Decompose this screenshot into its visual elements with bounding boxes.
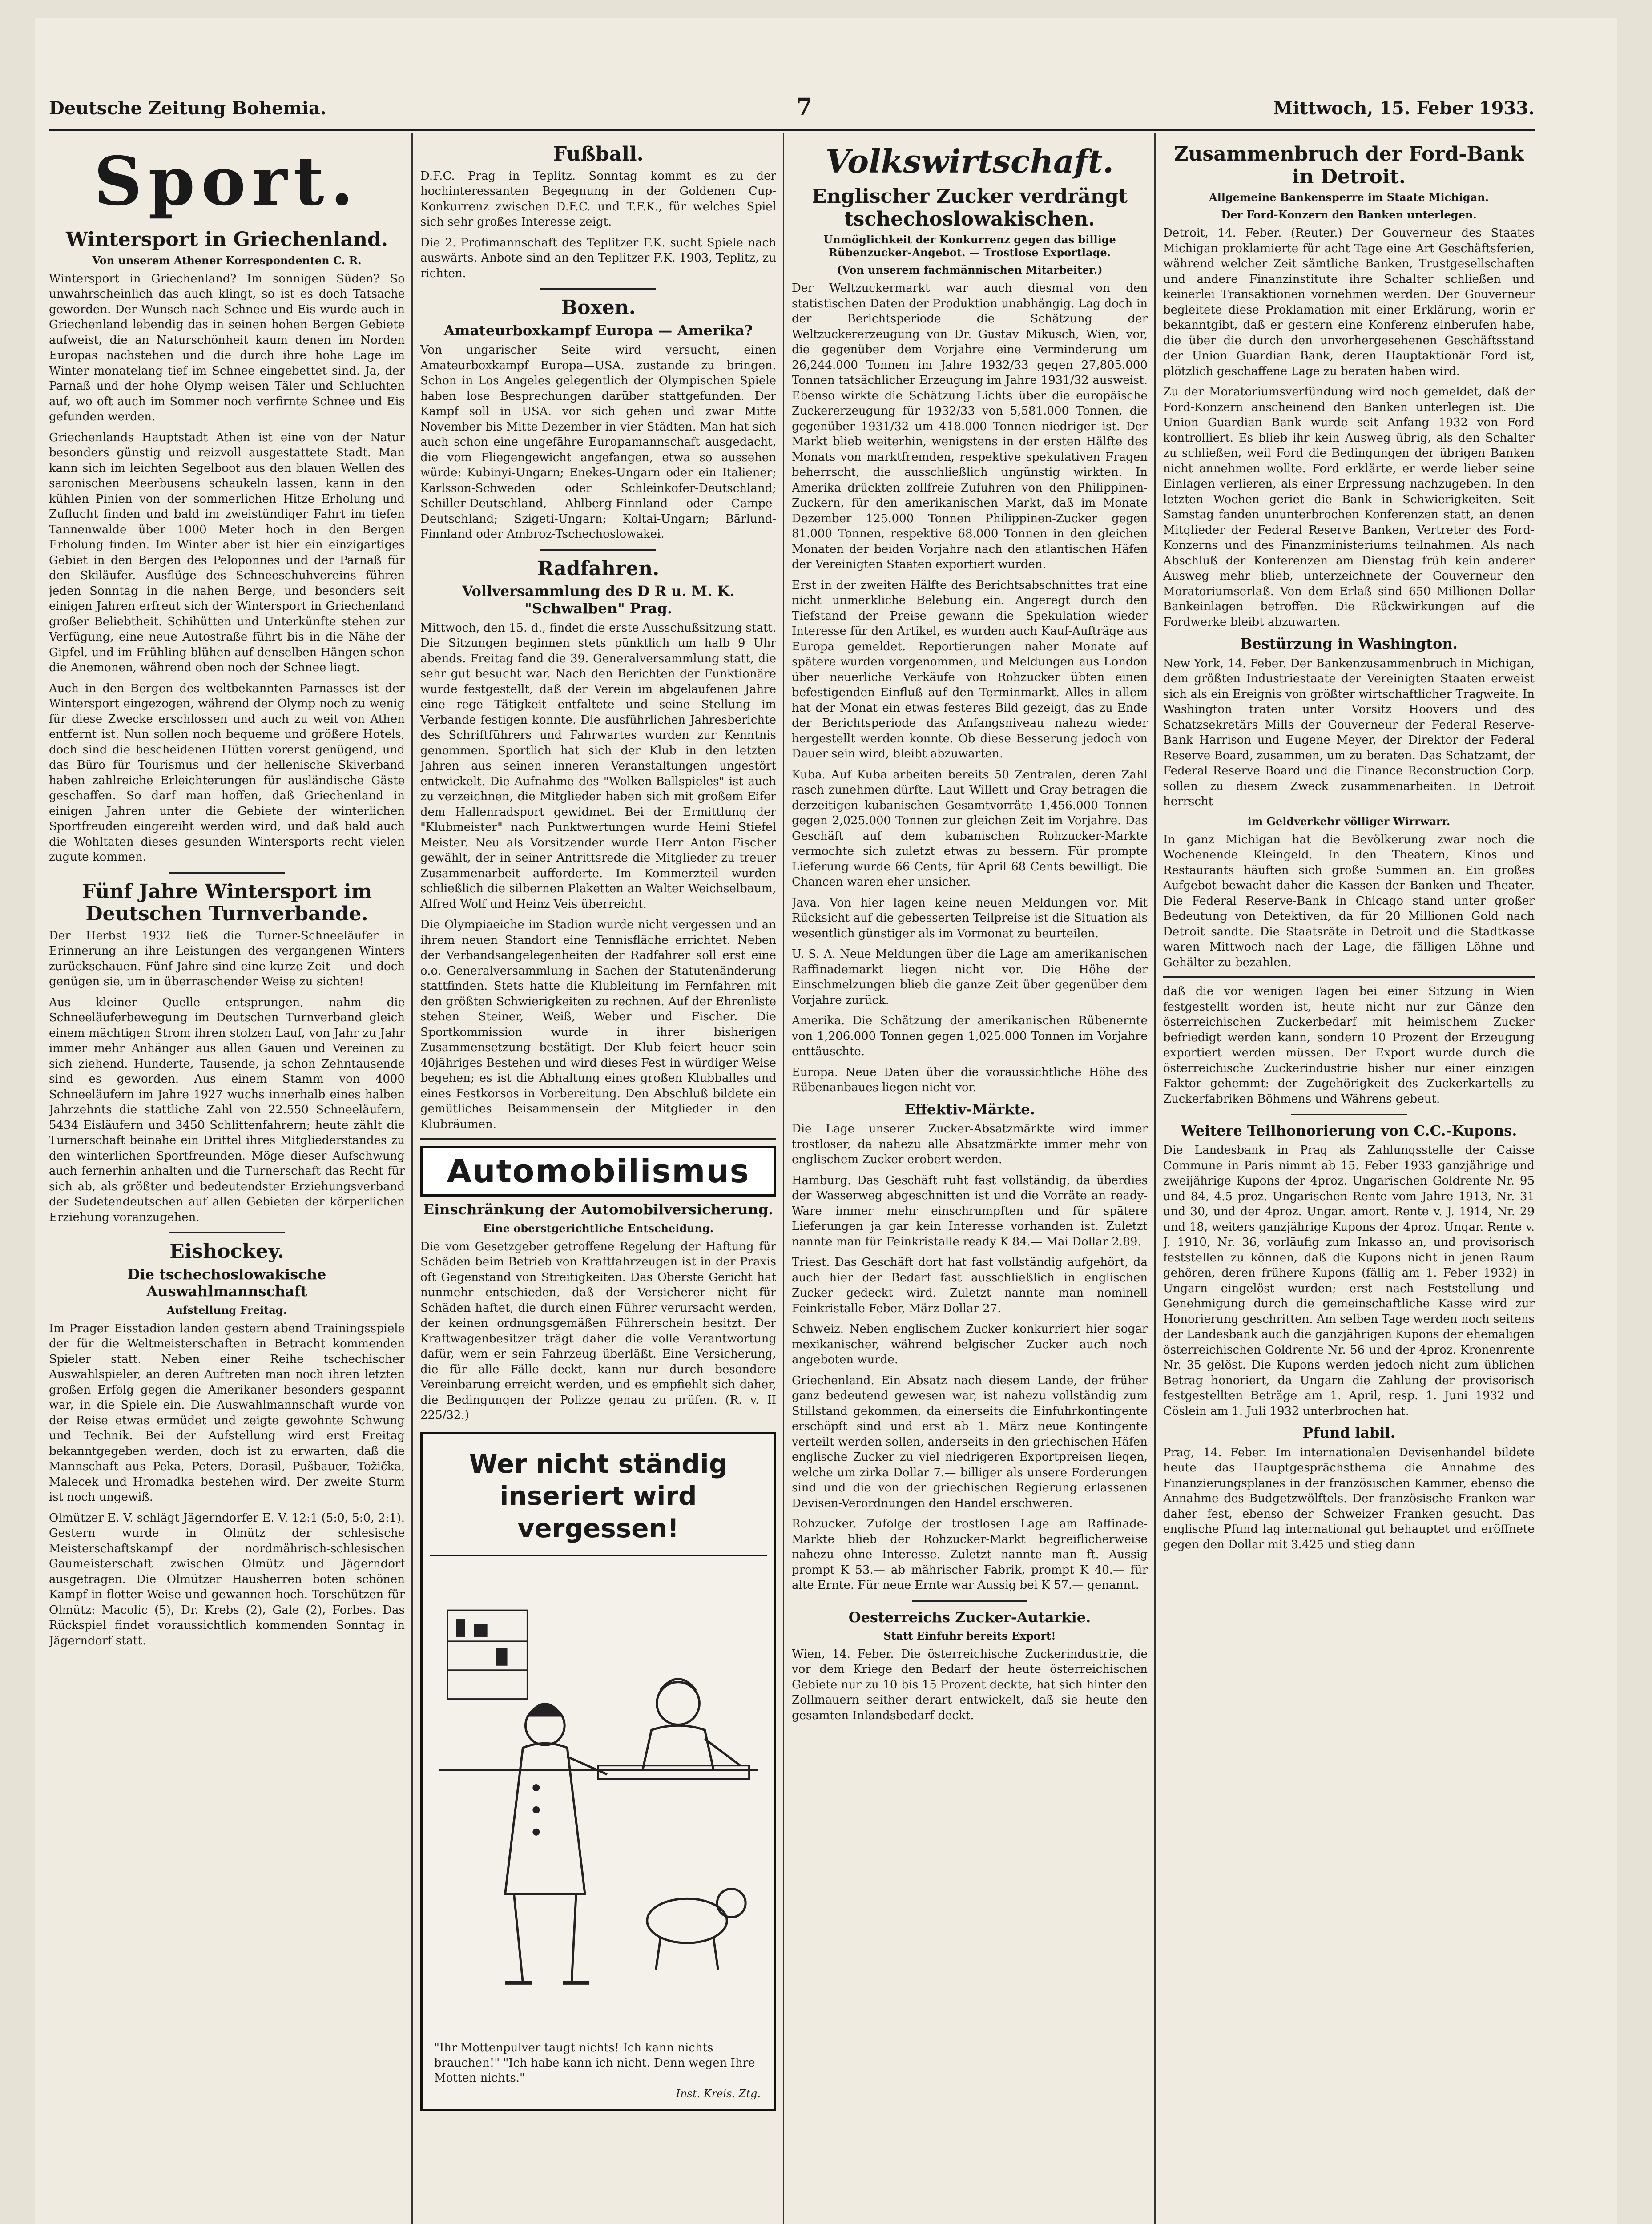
article-subheading: Unmöglichkeit der Konkurrenz gegen das billige Rübenzucker-Angebot. — Trostlose Exportlage. [823, 233, 1116, 259]
article-subheading: Eine oberstgerichtliche Entscheidung. [483, 1221, 714, 1235]
article-paragraph: In ganz Michigan hat die Bevölkerung zwar noch die Wochenende Kleingeld. In den Theatern, Kinos und Restaurants häuften sich große Summen an. Ein großes Aufgebot bewacht daher die Kassen der Banken und Theater. Die Federal Reserve-Bank in Chicago stand unter großer Bedeutung von Detektiven, da für 20 Millionen Gold nach Detroit sandte. Die Staatsräte in Detroit und die Stadtkasse waren Mittwoch nach der Lage, die fälligen Löhne und Gehälter zu bezahlen. [1163, 833, 1535, 969]
article-title: Fußball. [553, 143, 644, 165]
article-title: Zusammenbruch der Ford-Bank in Detroit. [1174, 143, 1524, 188]
article-title: Oesterreichs Zucker-Autarkie. [848, 1608, 1091, 1626]
ad-cartoon-drawing [430, 1556, 767, 2037]
article-paragraph: Die Lage unserer Zucker-Absatzmärkte wird immer trostloser, da nahezu alle Absatzmärkte immer mehr von englischem Zucker erobert werden. [792, 1122, 1148, 1167]
section-title-volkswirtschaft: Volkswirtschaft. [825, 142, 1114, 180]
article-paragraph: Amerika. Die Schätzung der amerikanischen Rübenernte von 1,206.000 Tonnen gegen 1,025.000 Tonnen im Vorjahre enttäuschte. [792, 1014, 1148, 1059]
article-paragraph: Der Herbst 1932 ließ die Turner-Schneeläufer in Erinnerung an ihre Leistungen des vergangenen Winters zurückschauen. Fünf Jahre sind eine kurze Zeit — und doch genügen sie, um in überraschender Weise zu sichten! [49, 929, 405, 989]
article-paragraph: Erst in der zweiten Hälfte des Berichtsabschnittes trat eine nicht unmerkliche Belebung ein. Angeregt durch den Tiefstand der Preise gewann die Spekulation wieder Interesse für den Artikel, es wurden auch Kauf-Aufträge aus Europa gemeldet. Reportierungen naher Monate auf spätere wurden vorgenommen, und Meldungen aus London über neuerliche Verkäufe von Rohzucker übten einen befestigenden Einfluß auf den Terminmarkt. Alles in allem hat der Monat ein etwas festeres Bild gezeigt, das zu Ende der Berichtsperiode das Anfangsniveau nahezu wieder hergestellt werden konnte. Ob diese Besserung jedoch von Dauer sein wird, bleibt abzuwarten. [792, 578, 1148, 761]
ad-signature: Inst. Kreis. Ztg. [676, 2087, 761, 2100]
column-volkswirtschaft [792, 138, 1148, 2224]
ad-headline: Wer nicht ständig inseriert wird vergessen! [430, 1442, 767, 1557]
article-paragraph: Die Landesbank in Prag als Zahlungsstelle der Caisse Commune in Paris nimmt ab 15. Feber 1933 ganzjährige und zweijährige Kupons der 4proz. Ungarischen Goldrente Nr. 95 und 84, 4.5 proz. Ungarischen Rente vom Jahre 1913, Nr. 31 und 30, und der 4proz. Ungar. amort. Rente v. J. 1914, Nr. 29 und 18, weiters ganzjährige Kupons der 4proz. Ungar. Rente v. J. 1910, Nr. 36, vorläufig zum Inkasso an, und provisorisch feststellen zu können, daß die Kupons nicht in jenen Raum gehören, deren frühere Kupons (fällig am 1. Feber 1932) in Ungarn eingelöst wurden; erst nach Feststellung und Genehmigung durch die gemeinschaftliche Kasse wird zur Honorierung geschritten. Am selben Tage werden noch seitens der Landesbank auch die ganzjährigen Kupons der ehemaligen österreichischen Goldrente Nr. 56 und der 4proz. Kronenrente Nr. 35 gelöst. Die Kupons werden jedoch nicht zum üblichen Betrag honoriert, da Ungarn die Zahlung der provisorisch festgestellten Beträge am 1. April, resp. 1. Juni 1932 und Cöslein am 1. Juli 1932 unterbrochen hat. [1163, 1144, 1535, 1418]
page-number: 7 [796, 93, 813, 121]
column-sport-2 [420, 138, 776, 2224]
article-paragraph: Die Olympiaeiche im Stadion wurde nicht vergessen und an ihrem neuen Standort eine Tennisfläche errichtet. Neben der Verbandsangelegenheiten der Radfahrer soll erst eine o.o. Generalversammlung in Sachen der Statutenänderung stattfinden. Stets hatte die Klubleitung im Fernfahren mit den größten Schwierigkeiten zu rechnen. Auf der Ehrenliste stehen Steiner, Weiß, Weber und Fischer. Die Sportkommission wurde in ihrer bisherigen Zusammensetzung bestätigt. Der Klub feiert heuer sein 40jähriges Bestehen und wird dieses Fest in würdiger Weise begehen; es ist die Abhaltung eines großen Klubballes und eines Festkorsos in Vorbereitung. Den Abschluß bildete ein gemütliches Beisammensein der Mitglieder in den Klubräumen. [420, 918, 776, 1131]
article-subtitle: Amateurboxkampf Europa — Amerika? [443, 322, 753, 339]
article-title: Wintersport in Griechenland. [65, 228, 388, 251]
article-subtitle: Vollversammlung des D R u. M. K. "Schwalben" Prag. [462, 583, 735, 617]
article-subheading: Aufstellung Freitag. [167, 1303, 287, 1317]
article-paragraph: Griechenlands Hauptstadt Athen ist eine von der Natur besonders günstig und reizvoll ausgestattete Stadt. Man kann sich im leichten Segelboot aus den blauen Wellen des saronischen Meerbusens schaukeln lassen, kann in den kühlen Pinien von der sommerlichen Hitze Erholung und Zuflucht finden und bald im zweistündiger Fahrt im tiefen Tannenwalde über 1000 Meter hoch in den Bergen Erholung finden. Im Winter aber ist hier ein einzigartiges Gebiet in den Bergen des Peloponnes und der Parnaß für den Skiläufer. Ausflüge des Schneeschuhvereins führen jeden Sonntag in die nahen Berge, und besonders seit einigen Jahren erfreut sich der Wintersport in Griechenland großer Beliebtheit. Schihütten und Unterkünfte stehen zur Verfügung, eine neue Autostraße führt bis in die Nähe der Gipfel, und im Frühling blühen auf denselben Hängen schon die Anemonen, während oben noch der Schnee liegt. [49, 431, 405, 675]
article-title: Bestürzung in Washington. [1240, 635, 1458, 653]
section-title-automobilismus: Automobilismus [420, 1146, 776, 1197]
page-header [49, 93, 1535, 120]
article-title: Eishockey. [169, 1240, 284, 1263]
article-title: Radfahren. [537, 557, 660, 580]
article-paragraph: D.F.C. Prag in Teplitz. Sonntag kommt es zu der hochinteressanten Begegnung in der Goldenen Cup-Konkurrenz zwischen D.F.C. und T.F.K., für welches Spiel sich sehr großes Interesse zeigt. [420, 169, 776, 229]
article-byline: Von unserem Athener Korrespondenten C. R. [92, 254, 362, 267]
article-paragraph: Der Weltzuckermarkt war auch diesmal von den statistischen Daten der Produktion unabhängig. Lag doch in der Berichtsperiode die Schätzung der Weltzuckererzeugung von Dr. Gustav Mikusch, Wien, vor, die gegenüber dem Vorjahre eine Verminderung um 26,244.000 Tonnen im Jahre 1932/33 gegen 27,805.000 Tonnen tatsächlicher Erzeugung im Jahre 1931/32 ausweist. Ebenso wirkte die Schätzung Lichts über die europäische Zuckererzeugung für 1932/33 von 5,581.000 Tonnen, die gegenüber 1931/32 um 418.000 Tonnen niedriger ist. Der Markt blieb weiterhin, wenigstens in der ersten Hälfte des Monats von marktfremden, respektive spekulativen Fragen beherrscht, die ausschließlich ungünstig wirkten. In Amerika drückten zollfreie Zufuhren von den Philippinen-Zuckern, für den amerikanischen Markt, daß im Monate Dezember 125.000 Tonnen Philippinen-Zucker gegen 81.000 Tonnen, respektive 68.000 Tonnen in den gleichen Monaten der beiden Vorjahre nach den atlantischen Häfen der Vereinigten Staaten exportiert wurden. [792, 282, 1148, 572]
article-title: Einschränkung der Automobilversicherung. [423, 1201, 774, 1218]
article-paragraph: daß die vor wenigen Tagen bei einer Sitzung in Wien festgestellt worden ist, heute nicht nur zur Gänze den österreichischen Zuckerbedarf mit heimischem Zucker befriedigt werden kann, sondern 10 Prozent der Erzeugung exportiert werden müssen. Der Export wurde durch die österreichische Zuckerindustrie bisher nur einer einzigen Faktor gehemmt: der Zugehörigkeit des Zuckerkartells zu Zuckerfabriken Böhmens und Währens gebeut. [1163, 985, 1535, 1106]
article-paragraph: Die 2. Profimannschaft des Teplitzer F.K. sucht Spiele nach auswärts. Anbote sind an den Teplitzer F.K. 1903, Teplitz, zu richten. [420, 236, 776, 280]
divider [1163, 976, 1535, 978]
column-sport [49, 138, 405, 2224]
article-title: Boxen. [560, 296, 636, 319]
article-paragraph: Wintersport in Griechenland? Im sonnigen Süden? So unwahrscheinlich das auch klingt, so ist es doch Tatsache geworden. Der Wunsch nach Schnee und Eis wurde auch in Griechenland lebendig das in seinen hohen Bergen Gebiete aufweist, die an Naturschönheit kaum denen im Norden Europas nachstehen und die durch ihre hohe Lage im Winter monatelang tief im Schnee eingebettet sind. Ja, der Parnaß und der hohe Olymp weisen Täler und Schluchten auf, wo oft auch im Sommer noch verfirnte Schnee und Eis gefunden werden. [49, 272, 405, 424]
article-subheading: Allgemeine Bankensperre im Staate Michigan. [1209, 191, 1489, 204]
article-paragraph: Wien, 14. Feber. Die österreichische Zuckerindustrie, die vor dem Kriege den Bedarf der heute österreichischen Gebiete nur zu 10 bis 15 Prozent deckte, hat sich hinter den Zollmauern seither derart entwickelt, daß sie heute den gesamten Inlandsbedarf deckt. [792, 1647, 1148, 1722]
article-subheading: Statt Einfuhr bereits Export! [883, 1629, 1056, 1642]
article-paragraph: Olmützer E. V. schlägt Jägerndorfer E. V. 12:1 (5:0, 5:0, 2:1). Gestern wurde in Olmütz der schlesische Meisterschaftskampf der nordmährisch-schlesischen Gaumeisterschaft zwischen Olmütz und Jägerndorf ausgetragen. Die Olmützer Hausherren boten schönen Kampf in flotter Weise und gewannen hoch. Torschützen für Olmütz: Macolic (5), Dr. Krebs (2), Gale (2), Forbes. Das Rückspiel findet voraussichtlich kommenden Sonntag in Jägerndorf statt. [49, 1511, 405, 1648]
article-paragraph: Im Prager Eisstadion landen gestern abend Trainingsspiele der für die Weltmeisterschaften in Betracht kommenden Spieler statt. Neben einer Reihe tschechischer Auswahlspieler, an deren Auftreten man noch ihren letzten großen Erfolg gegen die Amerikaner besonders gespannt war, in die Spiele ein. Die Auswahlmannschaft wurde von der Reise etwas ermüdet und zeigte gewohnte Schwung und Technik. Bei der Aufstellung wird erst Freitag bekanntgegeben werden, doch ist zu erwarten, daß die Mannschaft aus Peka, Peters, Dorasil, Pušbauer, Tožička, Malecek und Hromadka bestehen wird. Der zweite Sturm ist noch ungewiß. [49, 1322, 405, 1504]
article-title: Fünf Jahre Wintersport im Deutschen Turnverbande. [81, 880, 372, 926]
article-paragraph: Europa. Neue Daten über die voraussichtliche Höhe des Rübenanbaues liegen nicht vor. [792, 1065, 1148, 1095]
divider [169, 1232, 285, 1233]
ad-illustration [430, 1556, 767, 2037]
article-paragraph: Zu der Moratoriumsverfündung wird noch gemeldet, daß der Ford-Konzern anscheinend den Banken unterlegen ist. Die Union Guardian Bank wurde seit Anfang 1932 von Ford kontrolliert. Es blieb ihr kein Ausweg übrig, als den Schalter zu schließen, weil Ford die Bedingungen der übrigen Banken nicht annehmen wollte. Ford erklärte, er werde lieber seine Einlagen verlieren, als einer Erpressung nachzugeben. In den letzten Wochen geriet die Bank in Schwierigkeiten. Seit Samstag fanden ununterbrochen Konferenzen statt, an denen Mitglieder der Federal Reserve Banken, Vertreter des Ford-Konzerns und des Finanzministeriums teilnahmen. Als nach Abschluß der Konferenzen am Dienstag früh kein anderer Ausweg mehr blieb, unterzeichnete der Gouverneur den Moratoriumserlaß. Von dem Erlaß sind 650 Millionen Dollar Bankeinlagen betroffen. Die Rückwirkungen auf die Fordwerke bleibt abzuwarten. [1163, 385, 1535, 629]
article-title: Weitere Teilhonorierung von C.C.-Kupons. [1181, 1122, 1517, 1140]
article-paragraph: Auch in den Bergen des weltbekannten Parnasses ist der Wintersport eingezogen, während der Olymp noch zu wenig für diese Zwecke erschlossen und auch zu weit von Athen entfernt ist. Nun sollen noch bequeme und größere Hotels, doch sind die bescheidenen Hütten vorerst genügend, und das Büro für Tourismus und der hellenische Skiverband haben zahlreiche Erleichterungen für ausländische Gäste geschaffen. So darf man hoffen, daß Griechenland in einigen Jahren unter die Gebiete der winterlichen Sportfreuden eingereiht werden wird, und daß bald auch die Wohltaten dieses gesunden Wintersports recht vielen zugute kommen. [49, 681, 405, 864]
column-rule [783, 133, 784, 2224]
article-paragraph: Schweiz. Neben englischem Zucker konkurriert hier sogar mexikanischer, während belgischer Zucker auch noch angeboten wurde. [792, 1322, 1148, 1367]
advertisement [420, 1432, 776, 2111]
article-title: Effektiv-Märkte. [904, 1100, 1035, 1118]
section-title-sport: Sport. [94, 142, 360, 221]
divider [1291, 1114, 1407, 1115]
article-title: Englischer Zucker verdrängt tschechoslowakischen. [812, 185, 1128, 230]
article-paragraph: Die vom Gesetzgeber getroffene Regelung der Haftung für Schäden beim Betrieb von Kraftfahrzeugen ist in der Praxis oft Gegenstand von Streitigkeiten. Das Oberste Gericht hat nunmehr entschieden, daß der Versicherer nicht für Schäden haftet, die durch einen Führer verursacht werden, der keinen ordnungsgemäßen Führerschein besitzt. Der Kraftwagenbesitzer trägt daher die volle Verantwortung dafür, wem er sein Fahrzeug überläßt. Eine Versicherung, die für alle Fälle deckt, kann nur durch besondere Vereinbarung erreicht werden, und es empfiehlt sich daher, die Bedingungen der Polizze genau zu prüfen. (R. v. II 225/32.) [420, 1240, 776, 1422]
article-paragraph: Rohzucker. Zufolge der trostlosen Lage am Raffinade-Markte blieb der Rohzucker-Markt begreiflicherweise nahezu ohne Interesse. Zuletzt nannte man ft. Aussig prompt K 53.— ab mährischer Fabrik, prompt K 40.— für alte Ernte. Für neue Ernte war Aussig bei K 57.— genannt. [792, 1517, 1148, 1592]
divider [169, 872, 285, 874]
article-paragraph: Prag, 14. Feber. Im internationalen Devisenhandel bildete heute das Hauptgesprächsthema die Annahme des Finanzierungsplanes in der französischen Kammer, ebenso die Annahme des Budgetzwölftels. Der französische Franken war daher fest, ebenso der Schweizer Franken gesucht. Das englische Pfund lag international gut behauptet und eröffnete gegen den Dollar mit 3.425 und stieg dann [1163, 1446, 1535, 1551]
divider [420, 1138, 776, 1140]
article-paragraph: Triest. Das Geschäft dort hat fast vollständig aufgehört, da auch hier der Bedarf fast ausschließlich in englischen Zucker gedeckt wird. Zuletzt nannte man nominell Feinkristalle Feber, März Dollar 27.— [792, 1256, 1148, 1315]
article-paragraph: Mittwoch, den 15. d., findet die erste Ausschußsitzung statt. Die Sitzungen beginnen stets pünktlich um halb 9 Uhr abends. Freitag fand die 39. Generalversammlung statt, die sehr gut besucht war. Nach den Berichten der Funktionäre wurde festgestellt, daß der Verein im abgelaufenen Jahre eine rege Tätigkeit entfaltete und seine Stellung im Verbande festigen konnte. Die ausführlichen Jahresberichte des Schriftführers und Fahrwartes wurden zur Kenntnis genommen. Sportlich hat sich der Klub in den letzten Jahren aus seinen inneren Veranstaltungen ungestört entwickelt. Die Aufnahme des "Wolken-Ballspieles" ist auch zu verzeichnen, die Mitglieder haben sich mit großem Eifer dem Hallenradsport gewidmet. Bei der Ermittlung der "Klubmeister" nach Punktwertungen wurde Heini Stiefel Meister. Neu als Vorsitzender wurde Herr Anton Fischer gewählt, der in seiner Antrittsrede die Mitglieder zu treuer Zusammenarbeit aufforderte. Im Kommerzteil wurden schließlich die silbernen Plaketten an Walter Weichselbaum, Alfred Wolf und Heinz Veis überreicht. [420, 621, 776, 911]
newspaper-name: Deutsche Zeitung Bohemia. [49, 98, 326, 119]
issue-date: Mittwoch, 15. Feber 1933. [1273, 98, 1535, 119]
divider [540, 288, 656, 290]
divider [540, 549, 656, 551]
column-rule [1154, 133, 1156, 2224]
article-paragraph: U. S. A. Neue Meldungen über die Lage am amerikanischen Raffinademarkt liegen nicht vor. Die Höhe der Einschmelzungen blieb die ganze Zeit über gegenüber dem Vorjahre zurück. [792, 947, 1148, 1007]
article-paragraph: Kuba. Auf Kuba arbeiten bereits 50 Zentralen, deren Zahl rasch zunehmen dürfte. Laut Willett und Gray betragen die derzeitigen kubanischen Gesamtvorräte 1,456.000 Tonnen gegen 2,025.000 Tonnen zur gleichen Zeit im Vorjahre. Das Geschäft auf dem kubanischen Rohzucker-Markte vermochte sich zuletzt etwas zu bessern. Für prompte Lieferung wurde 66 Cents, für April 68 Cents bewilligt. Die Chancen waren eher unsicher. [792, 768, 1148, 889]
article-paragraph: Von ungarischer Seite wird versucht, einen Amateurboxkampf Europa—USA. zustande zu bringen. Schon in Los Angeles gelegentlich der Olympischen Spiele haben lose Besprechungen darüber stattgefunden. Der Kampf soll in USA. vor sich gehen und zwar Mitte November bis Mitte Dezember in vier Städten. Man hat sich auch schon eine ungefähre Europamannschaft ausgedacht, die vom Fliegengewicht angefangen, etwa so aussehen würde: Kubinyi-Ungarn; Enekes-Ungarn oder ein Italiener; Karlsson-Schweden oder Schleinkofer-Deutschland; Schiller-Deutschland, Ahlberg-Finnland oder Campe-Deutschland; Szigeti-Ungarn; Koltai-Ungarn; Bärlund-Finnland oder Ambroz-Tschechoslowakei. [420, 343, 776, 541]
article-byline: (Von unserem fachmännischen Mitarbeiter.) [837, 263, 1103, 277]
divider [912, 1600, 1027, 1602]
article-title: Pfund labil. [1302, 1424, 1395, 1442]
ad-caption: "Ihr Mottenpulver taugt nichts! Ich kann nichts brauchen!" "Ich habe kann ich nicht. Denn wegen Ihre Motten nichts." [434, 2041, 755, 2085]
header-rule [49, 129, 1535, 131]
article-paragraph: Java. Von hier lagen keine neuen Meldungen vor. Mit Rücksicht auf die gebesserten Teilpreise ist die Situation als wesentlich günstiger als im Vormonat zu beurteilen. [792, 896, 1148, 940]
column-finance [1163, 138, 1535, 2224]
article-paragraph: Detroit, 14. Feber. (Reuter.) Der Gouverneur des Staates Michigan proklamierte für acht Tage eine Art Geschäftsferien, während welcher Zeit sämtliche Banken, Trustgesellschaften und andere Finanzinstitute ihre Schalter schließen und keinerlei Transaktionen vornehmen werden. Der Gouverneur begleitete diese Proklamation mit einer Erklärung, worin er bekanntgibt, daß er gestern eine Konferenz einberufen habe, die über die durch den unvorhergesehenen Geschäftsstand der Union Guardian Bank, deren Hauptaktionär Ford ist, plötzlich geschaffene Lage zu beraten haben wird. [1163, 226, 1535, 378]
article-paragraph: Griechenland. Ein Absatz nach diesem Lande, der früher ganz bedeutend gewesen war, ist nahezu vollständig zum Stillstand gekommen, da einerseits die Einfuhrkontingente erschöpft sind und erst ab 1. März neue Kontingente verteilt werden sollen, anderseits in den griechischen Häfen englische Zucker zu viel niedrigeren Exportpreisen liegen, welche um zirka Dollar 7.— billiger als unsere Forderungen sind und die von der griechischen Regierung erlassenen Devisen-Verordnungen den Handel erschweren. [792, 1374, 1148, 1510]
article-subheading: Der Ford-Konzern den Banken unterlegen. [1221, 208, 1477, 222]
column-rule [411, 133, 413, 2224]
article-paragraph: Hamburg. Das Geschäft ruht fast vollständig, da überdies der Wasserweg abgeschnitten ist und die Vorräte an ready-Ware immer mehr einschrumpften und für spätere Lieferungen ja gar kein Interesse vorhanden ist. Zuletzt nannte man für Feinkristalle ready K 84.— Mai Dollar 2.89. [792, 1173, 1148, 1249]
article-paragraph: Aus kleiner Quelle entsprungen, nahm die Schneeläuferbewegung im Deutschen Turnverband gleich einem mächtigen Strom ihren stolzen Lauf, von Jahr zu Jahr immer mehr Anhänger aus allen Gauen und Vereinen zu sich ziehend. Hunderte, Tausende, ja schon Zehntausende sind es geworden. Aus einem Stamm von 4000 Schneeläufern im Jahre 1927 wuchs innerhalb eines halben Jahrzehnts die stattliche Zahl von 22.550 Schneeläufern, 5434 Eisläufern und 3450 Schlittenfahrern; heute zählt die Turnerschaft beinahe ein Drittel ihres Mitgliederstandes zu den winterlichen Sportfreunden. Möge dieser Aufschwung auch fernerhin anhalten und die Turnerschaft das Recht für sich ab, als größter und bedeutendster Erziehungsverband der Sudetendeutschen auf allen Gebieten der körperlichen Erziehung voranzugehen. [49, 995, 405, 1224]
article-subtitle: Die tschechoslowakische Auswahlmannschaft [127, 1265, 326, 1300]
article-subheading: im Geldverkehr völliger Wirrwarr. [1247, 814, 1451, 828]
article-paragraph: New York, 14. Feber. Der Bankenzusammenbruch in Michigan, dem größten Industriestaate der Vereinigten Staaten erweist sich als ein Ereignis von größter wirtschaftlicher Tragweite. In Washington traten unter Vorsitz Hoovers und des Schatzsekretärs Mills der Gouverneur der Federal Reserve-Bank Harrison und Eugene Meyer, der Direktor der Federal Reserve Board, zusammen, um zu beraten. Das Schatzamt, der Federal Reserve Board und die Finance Reconstruction Corp. sollen zu diesem Zweck zusammenarbeiten. In Detroit herrscht [1163, 657, 1535, 809]
